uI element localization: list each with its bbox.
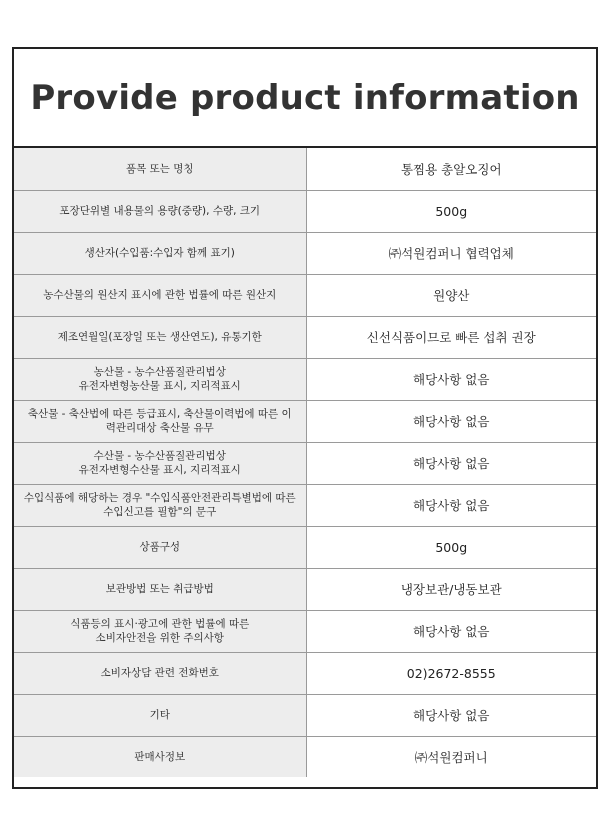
- row-value-cell: [306, 358, 596, 400]
- row-value: 500g: [435, 539, 468, 555]
- row-value: 원양산: [433, 288, 470, 303]
- row-value: 02)2672-8555: [406, 665, 496, 681]
- row-value: 통찜용 총알오징어: [400, 161, 502, 177]
- table-row: [14, 610, 596, 652]
- row-label-cell: [14, 610, 306, 652]
- row-label-cell: [14, 652, 306, 694]
- product-info-sheet: [12, 47, 598, 789]
- row-label-cell: [14, 316, 306, 358]
- row-label: 기타: [149, 709, 170, 721]
- row-label: 포장단위별 내용물의 용량(중량), 수량, 크기: [59, 205, 261, 217]
- row-label: 품목 또는 명칭: [125, 162, 194, 175]
- row-label-cell: [14, 694, 306, 736]
- row-label-cell: [14, 190, 306, 232]
- table-row: [14, 568, 596, 610]
- row-label-cell: [14, 736, 306, 777]
- row-label: 농산물 - 농수산품질관리법상 유전자변형농산물 표시, 지리적표시: [78, 366, 241, 392]
- table-row: [14, 484, 596, 526]
- row-label: 수입식품에 해당하는 경우 "수입식품안전관리특별법에 따른 수입신고를 필함"의 문구: [23, 492, 296, 518]
- row-label: 수산물 - 농수산품질관리법상 유전자변형수산물 표시, 지리적표시: [78, 450, 241, 476]
- row-label: 농수산물의 원산지 표시에 관한 법률에 따른 원산지: [43, 289, 277, 301]
- row-value-cell: [306, 610, 596, 652]
- row-value-cell: [306, 148, 596, 190]
- row-value-cell: [306, 400, 596, 442]
- row-label-cell: [14, 274, 306, 316]
- row-label-cell: [14, 232, 306, 274]
- row-value-cell: [306, 568, 596, 610]
- row-value-cell: [306, 316, 596, 358]
- row-value: 해당사항 없음: [413, 624, 490, 639]
- row-value-cell: [306, 652, 596, 694]
- row-value: 냉장보관/냉동보관: [400, 582, 502, 597]
- row-value-cell: [306, 190, 596, 232]
- row-value: 해당사항 없음: [413, 498, 490, 513]
- table-row: [14, 736, 596, 777]
- row-label: 소비자상담 관련 전화번호: [100, 667, 219, 679]
- table-row: [14, 694, 596, 736]
- table-row: [14, 442, 596, 484]
- row-value: 해당사항 없음: [413, 372, 490, 387]
- table-row: [14, 400, 596, 442]
- row-label: 생산자(수입품:수입자 함께 표기): [84, 247, 235, 259]
- row-label-cell: [14, 568, 306, 610]
- row-label: 축산물 - 축산법에 따른 등급표시, 축산물이력법에 따른 이 력관리대상 축산물 유무: [27, 408, 292, 434]
- page-title: Provide product information: [30, 77, 580, 118]
- row-label-cell: [14, 148, 306, 190]
- row-value: 해당사항 없음: [413, 456, 490, 471]
- row-value-cell: [306, 442, 596, 484]
- row-label: 제조연월일(포장일 또는 생산연도), 유통기한: [57, 331, 262, 343]
- row-value-cell: [306, 694, 596, 736]
- row-value-cell: [306, 232, 596, 274]
- row-label-cell: [14, 526, 306, 568]
- row-value-cell: [306, 526, 596, 568]
- table-row: [14, 316, 596, 358]
- table-row: [14, 232, 596, 274]
- row-value: 해당사항 없음: [413, 708, 490, 723]
- row-value-cell: [306, 736, 596, 777]
- table-row: [14, 526, 596, 568]
- product-info-table: [14, 148, 596, 777]
- table-row: [14, 358, 596, 400]
- row-value: 해당사항 없음: [413, 414, 490, 429]
- row-label: 판매사정보: [134, 750, 186, 763]
- table-row: [14, 148, 596, 190]
- row-value-cell: [306, 274, 596, 316]
- table-row: [14, 190, 596, 232]
- row-value: ㈜석원컴퍼니 협력업체: [388, 246, 514, 261]
- row-label: 식품등의 표시·광고에 관한 법률에 따른 소비자안전을 위한 주의사항: [70, 618, 250, 644]
- row-label-cell: [14, 400, 306, 442]
- row-label-cell: [14, 358, 306, 400]
- row-label: 상품구성: [139, 541, 181, 553]
- row-value: 500g: [435, 203, 468, 219]
- row-value-cell: [306, 484, 596, 526]
- row-value: 신선식품이므로 빠른 섭취 권장: [366, 330, 536, 345]
- table-row: [14, 652, 596, 694]
- row-label-cell: [14, 442, 306, 484]
- row-label-cell: [14, 484, 306, 526]
- row-value: ㈜석원컴퍼니: [414, 749, 488, 765]
- title-bar: [14, 49, 596, 148]
- row-label: 보관방법 또는 취급방법: [105, 583, 214, 595]
- table-row: [14, 274, 596, 316]
